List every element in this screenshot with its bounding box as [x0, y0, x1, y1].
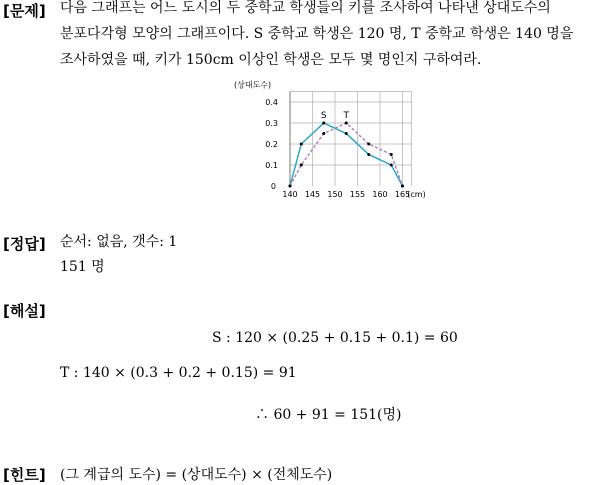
- x-tick-label: 160: [372, 190, 388, 199]
- x-tick-label: 165: [394, 190, 411, 199]
- explanation-eq-s: S : 120 × (0.25 + 0.15 + 0.1) = 60: [212, 330, 458, 346]
- relative-frequency-polygon-chart: [228, 72, 428, 200]
- x-tick-label: 145: [304, 190, 321, 199]
- data-point-T: [367, 143, 370, 146]
- data-point-S: [345, 132, 348, 135]
- data-point-T: [322, 132, 325, 135]
- data-point-T: [300, 164, 303, 167]
- data-point-S: [367, 153, 370, 156]
- problem-label: [문제]: [3, 2, 46, 20]
- explanation-label: [해설]: [3, 302, 46, 320]
- x-tick-label: 155: [349, 190, 366, 199]
- problem-line-1: 다음 그래프는 어느 도시의 두 중학교 학생들의 키를 조사하여 나타낸 상대도수의: [60, 0, 551, 16]
- hint-label: [힌트]: [3, 466, 46, 484]
- y-tick-label: 0.4: [265, 98, 278, 107]
- answer-value: 151 명: [60, 259, 105, 275]
- answer-label: [정답]: [3, 235, 46, 253]
- series-label-S: S: [320, 111, 327, 121]
- chart-labels: [234, 80, 426, 200]
- y-tick-label: 0.2: [265, 140, 278, 149]
- data-point-T: [289, 185, 292, 188]
- data-point-T: [390, 153, 393, 156]
- chart-series: [289, 122, 405, 188]
- chart-grid: [290, 92, 412, 187]
- x-tick-label: 140: [282, 190, 298, 199]
- y-axis-label: (상대도수): [234, 80, 272, 90]
- answer-order-count: 순서: 없음, 갯수: 1: [60, 234, 178, 250]
- data-point-T: [401, 185, 404, 188]
- problem-line-3: 조사하였을 때, 키가 150cm 이상인 학생은 모두 몇 명인지 구하여라.: [60, 52, 482, 68]
- explanation-eq-total: ∴ 60 + 91 = 151(명): [255, 407, 402, 423]
- data-point-S: [390, 164, 393, 167]
- data-point-T: [345, 122, 348, 125]
- data-point-S: [322, 122, 325, 125]
- y-tick-label: 0.1: [265, 161, 278, 170]
- x-tick-label: 150: [327, 190, 343, 199]
- data-point-S: [300, 143, 303, 146]
- y-tick-label: 0.3: [265, 119, 278, 128]
- hint-formula: (그 계급의 도수) = (상대도수) × (전체도수): [60, 467, 333, 483]
- x-axis-unit: (cm): [407, 190, 426, 199]
- series-label-T: T: [343, 111, 349, 121]
- origin-label: 0: [270, 182, 276, 191]
- explanation-eq-t: T : 140 × (0.3 + 0.2 + 0.15) = 91: [60, 365, 297, 381]
- problem-line-2: 분포다각형 모양의 그래프이다. S 중학교 학생은 120 명, T 중학교 학생은 140 명을: [60, 26, 574, 42]
